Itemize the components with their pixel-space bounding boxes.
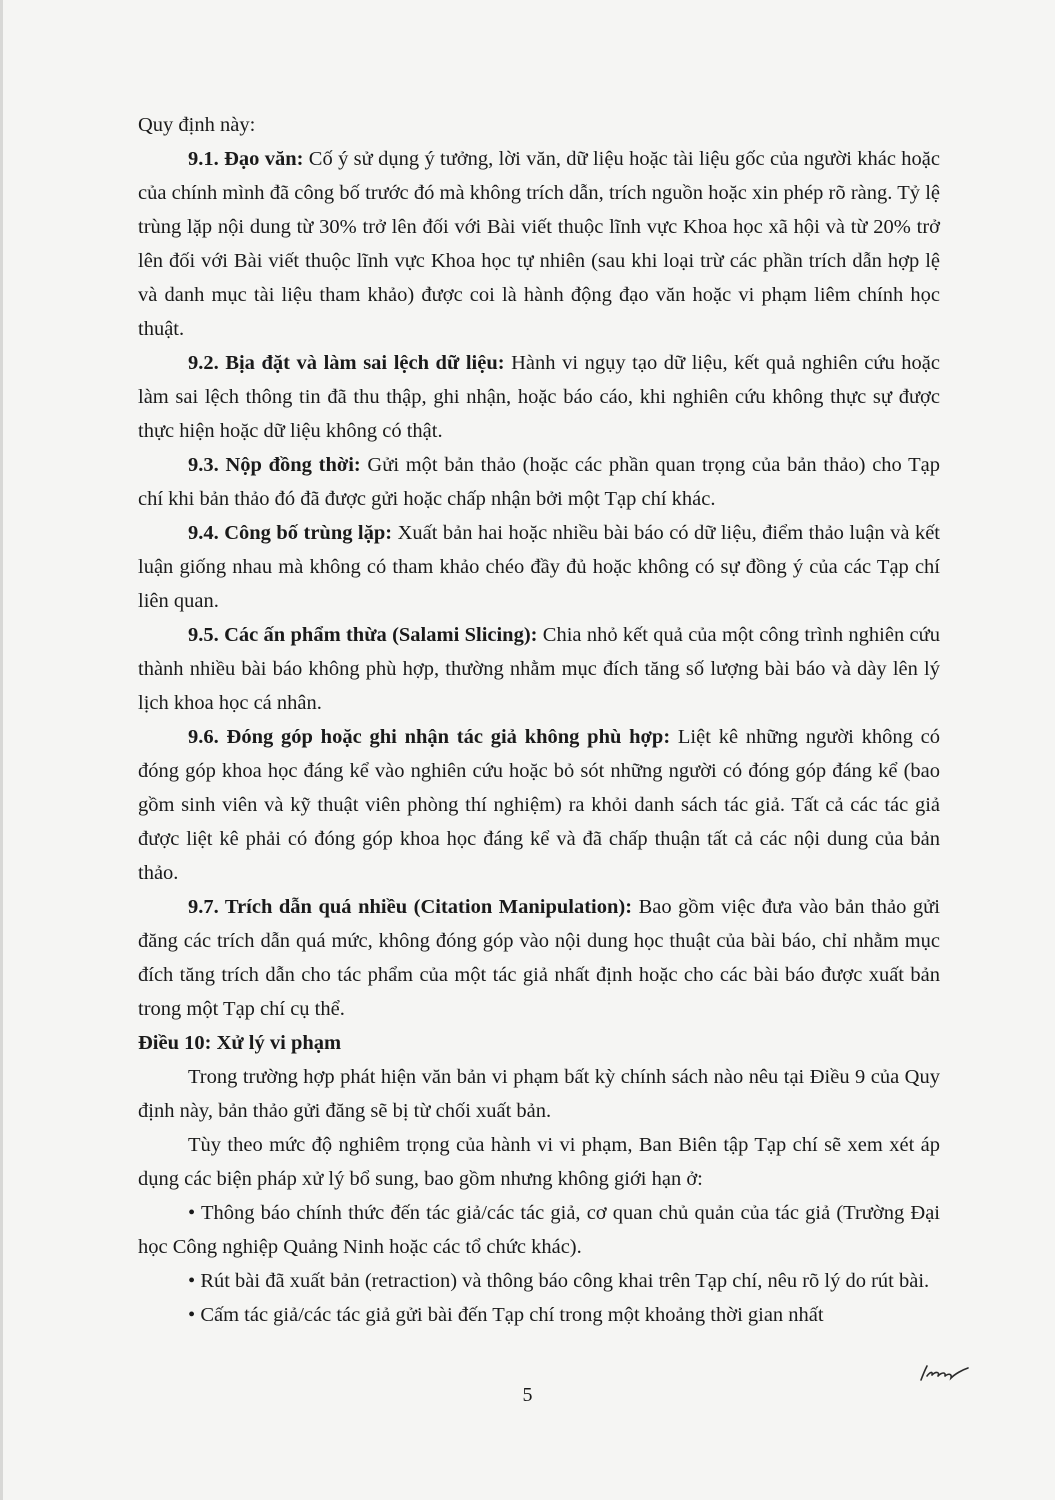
article-10-para-2: Tùy theo mức độ nghiêm trọng của hành vi vi phạm, Ban Biên tập Tạp chí sẽ xem xét áp dụng các biện pháp xử lý bổ sung, bao gồm nhưng không giới hạn ở: (138, 1134, 940, 1190)
intro-line: Quy định này: (138, 114, 256, 136)
item-text: Liệt kê những người không có đóng góp khoa học đáng kể vào nghiên cứu hoặc bỏ sót những người có đóng góp đáng kể (bao gồm sinh viên và kỹ thuật viên phòng thí nghiệm) ra khỏi danh sách tác giả. Tất cả các tác giả được liệt kê phải có đóng góp khoa học đáng kể và đã chấp thuận tất cả các nội dung của bản thảo. (138, 726, 940, 884)
item-label: 9.3. Nộp đồng thời: (188, 454, 361, 476)
item-text: Hành vi ngụy tạo dữ liệu, kết quả nghiên cứu hoặc làm sai lệch thông tin đã thu thập, ghi nhận, hoặc báo cáo, khi nghiên cứu không thực sự được thực hiện hoặc dữ liệu không có thật. (138, 352, 940, 442)
item-text: Chia nhỏ kết quả của một công trình nghiên cứu thành nhiều bài báo không phù hợp, thường nhằm mục đích tăng số lượng bài báo và dày lên lý lịch khoa học cá nhân. (138, 624, 940, 714)
bullet-mark: • (188, 1202, 196, 1224)
item-label: 9.1. Đạo văn: (188, 148, 304, 170)
item-9-2 (138, 346, 940, 448)
bullet-text: Cấm tác giả/các tác giả gửi bài đến Tạp chí trong một khoảng thời gian nhất (200, 1304, 824, 1326)
page-number: 5 (522, 1384, 533, 1406)
item-9-5 (138, 618, 940, 720)
handwritten-initials (918, 1362, 970, 1386)
item-9-4 (138, 516, 940, 618)
item-label: 9.5. Các ấn phẩm thừa (Salami Slicing): (188, 624, 538, 646)
item-label: 9.2. Bịa đặt và làm sai lệch dữ liệu: (188, 352, 505, 374)
item-text: Xuất bản hai hoặc nhiều bài báo có dữ liệu, điểm thảo luận và kết luận giống nhau mà không có tham khảo chéo đầy đủ hoặc không có sự đồng ý của các Tạp chí liên quan. (138, 522, 940, 612)
bullet-text: Thông báo chính thức đến tác giả/các tác giả, cơ quan chủ quản của tác giả (Trường Đại học Công nghiệp Quảng Ninh hoặc các tổ chức khác). (138, 1202, 940, 1258)
item-label: 9.4. Công bố trùng lặp: (188, 522, 393, 544)
item-text: Gửi một bản thảo (hoặc các phần quan trọng của bản thảo) cho Tạp chí khi bản thảo đó đã được gửi hoặc chấp nhận bởi một Tạp chí khác. (138, 454, 940, 510)
document-body (138, 108, 940, 1332)
bullet-item (138, 1196, 940, 1264)
article-10-para-1: Trong trường hợp phát hiện văn bản vi phạm bất kỳ chính sách nào nêu tại Điều 9 của Quy định này, bản thảo gửi đăng sẽ bị từ chối xuất bản. (138, 1066, 940, 1122)
item-9-1 (138, 142, 940, 346)
item-label: 9.6. Đóng góp hoặc ghi nhận tác giả không phù hợp: (188, 726, 671, 748)
item-9-6 (138, 720, 940, 890)
article-10-heading: Điều 10: Xử lý vi phạm (138, 1032, 342, 1054)
bullet-item (138, 1264, 940, 1298)
bullet-text: Rút bài đã xuất bản (retraction) và thông báo công khai trên Tạp chí, nêu rõ lý do rút bài. (200, 1270, 930, 1292)
item-text: Bao gồm việc đưa vào bản thảo gửi đăng các trích dẫn quá mức, không đóng góp vào nội dung học thuật của bài báo, chỉ nhằm mục đích tăng trích dẫn cho tác phẩm của một tác giả nhất định hoặc cho các bài báo được xuất bản trong một Tạp chí cụ thể. (138, 896, 940, 1020)
item-text: Cố ý sử dụng ý tưởng, lời văn, dữ liệu hoặc tài liệu gốc của người khác hoặc của chính mình đã công bố trước đó mà không trích dẫn, trích nguồn hoặc xin phép rõ ràng. Tỷ lệ trùng lặp nội dung từ 30% trở lên đối với Bài viết thuộc lĩnh vực Khoa học xã hội và từ 20% trở lên đối với Bài viết thuộc lĩnh vực Khoa học tự nhiên (sau khi loại trừ các phần trích dẫn hợp lệ và danh mục tài liệu tham khảo) được coi là hành động đạo văn hoặc vi phạm liêm chính học thuật. (138, 148, 940, 340)
bullet-mark: • (188, 1270, 196, 1292)
item-label: 9.7. Trích dẫn quá nhiều (Citation Manipulation): (188, 896, 633, 918)
bullet-mark: • (188, 1304, 196, 1326)
scan-edge (0, 0, 3, 1500)
item-9-7 (138, 890, 940, 1026)
bullet-item (138, 1298, 940, 1332)
item-9-3 (138, 448, 940, 516)
